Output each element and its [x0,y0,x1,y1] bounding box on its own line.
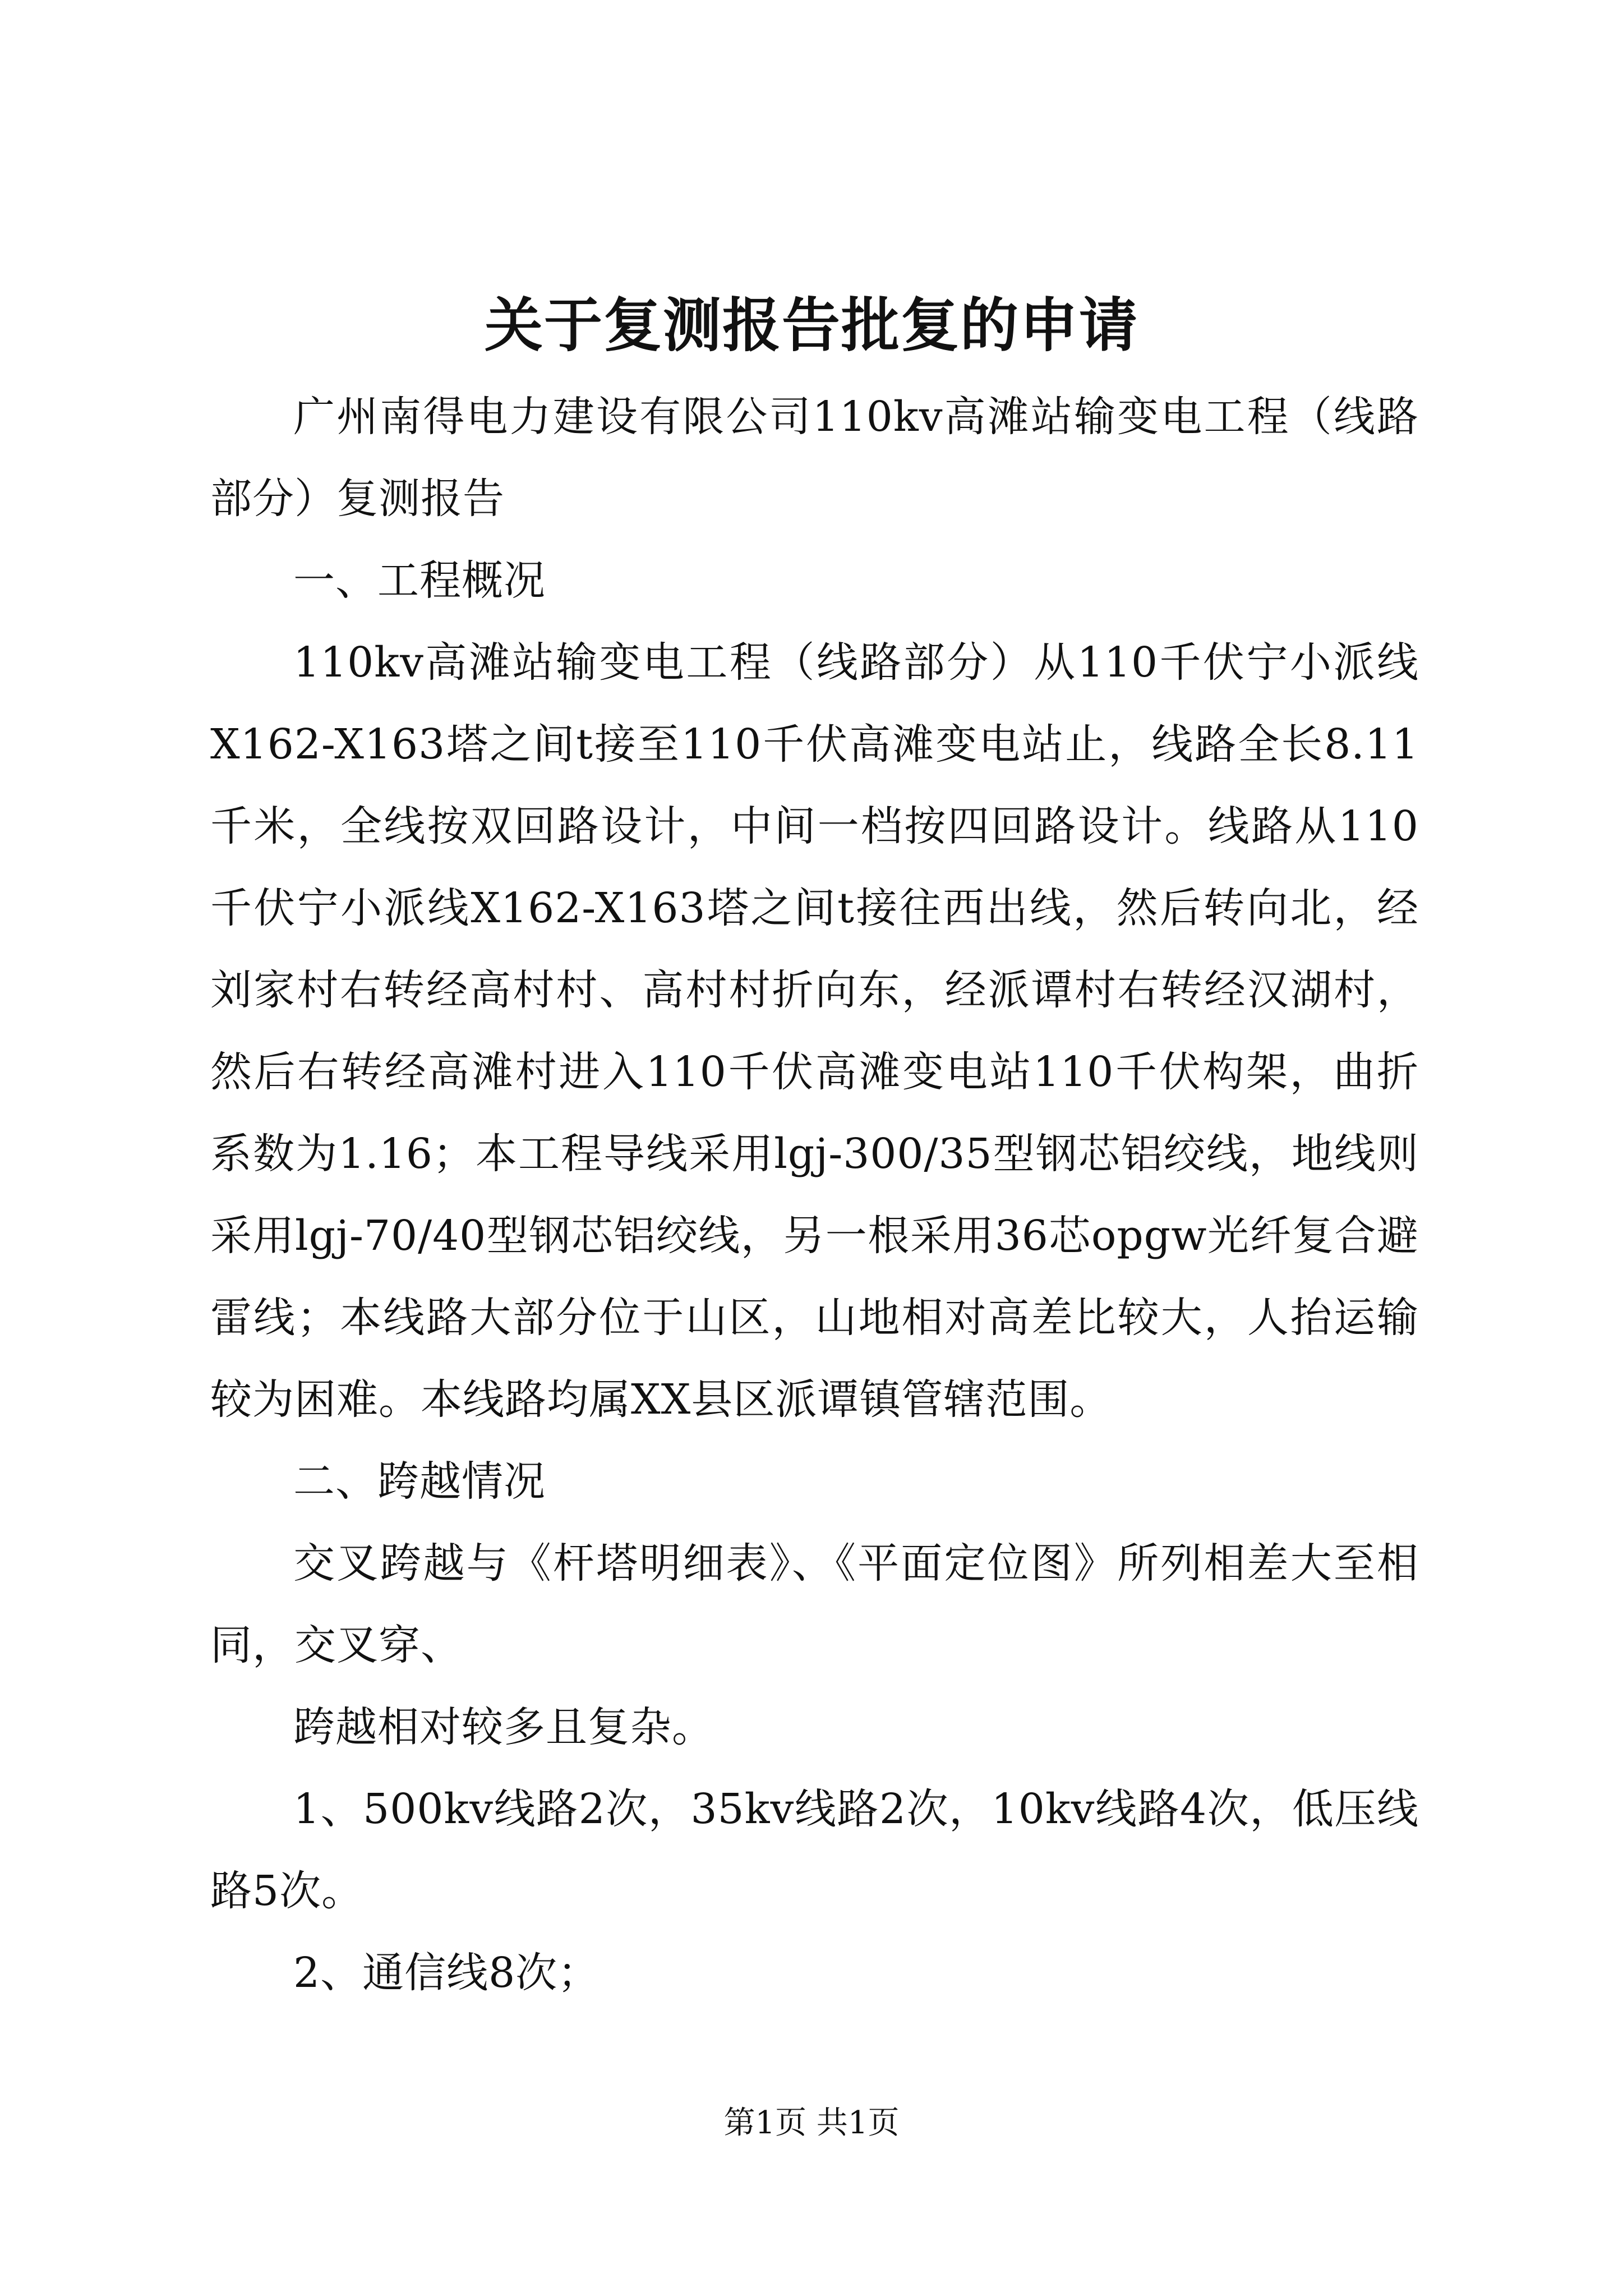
paragraph-overview: 110kv高滩站输变电工程（线路部分）从110千伏宁小派线X162-X163塔之间t接至110千伏高滩变电站止，线路全长8.11千米，全线按双回路设计，中间一档按四回路设计。线路从110千伏宁小派线X162-X163塔之间t接往西出线，然后转向北，经刘家村右转经高村村、高村村折向东，经派谭村右转经汉湖村，然后右转经高滩村进入110千伏高滩变电站110千伏构架，曲折系数为1.16；本工程导线采用lgj-300/35型钢芯铝绞线，地线则采用lgj-70/40型钢芯铝绞线，另一根采用36芯opgw光纤复合避雷线；本线路大部分位于山区，山地相对高差比较大，人抬运输较为困难。本线路均属XX县区派谭镇管辖范围。 [210,638,1419,1424]
document-title: 关于复测报告批复的申请 [484,291,1138,360]
paragraph-crossing-intro: 交叉跨越与《杆塔明细表》、《平面定位图》所列相差大至相同，交叉穿、 [210,1539,1419,1669]
list-item-communication-lines: 2、通信线8次； [293,1949,600,1997]
section-heading-overview: 一、工程概况 [293,556,546,605]
page-number-footer: 第1页 共1页 [723,2105,900,2141]
section-heading-crossing: 二、跨越情况 [293,1457,546,1506]
list-item-power-lines: 1、500kv线路2次，35kv线路2次，10kv线路4次，低压线路5次。 [210,1785,1419,1915]
paragraph-crossing-complexity: 跨越相对较多且复杂。 [293,1703,714,1751]
document-body [210,376,1419,2014]
paragraph-report-heading: 广州南得电力建设有限公司110kv高滩站输变电工程（线路部分）复测报告 [210,393,1419,523]
